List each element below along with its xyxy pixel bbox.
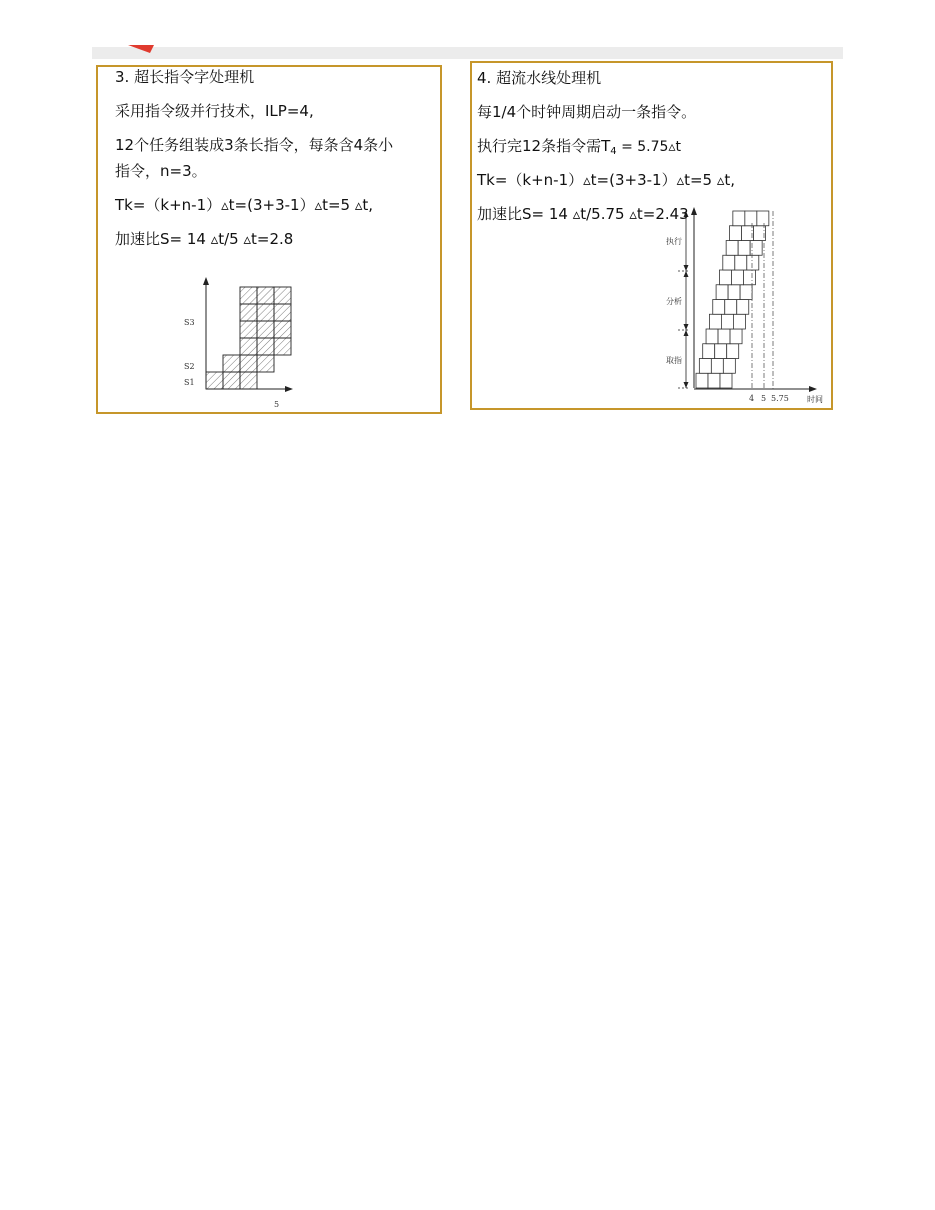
superpipeline-line-1: 每1/4个时钟周期启动一条指令。	[477, 103, 697, 121]
sp-cell	[699, 359, 711, 374]
top-strip	[92, 47, 843, 59]
sp-cell	[733, 314, 745, 329]
vliw-space-time-diagram	[176, 271, 306, 411]
vliw-cell	[240, 372, 257, 389]
superpipeline-panel	[470, 61, 833, 410]
sp-cell	[715, 344, 727, 359]
sp-cell	[730, 226, 742, 241]
sp-cell	[738, 241, 750, 256]
sp-cell	[733, 211, 745, 226]
vliw-cell	[240, 355, 257, 372]
sp-cell	[723, 359, 735, 374]
superpipeline-line-4: 加速比S= 14 ▵t/5.75 ▵t=2.43	[477, 205, 689, 223]
sp-cell	[737, 300, 749, 315]
sp-cell	[747, 255, 759, 270]
vliw-cell	[257, 338, 274, 355]
sp-cell	[735, 255, 747, 270]
vliw-cell	[240, 321, 257, 338]
sp-cell	[721, 314, 733, 329]
red-corner-mark	[128, 45, 154, 53]
sp-tick-5: 5	[761, 394, 767, 403]
vliw-title: 3. 超长指令字处理机	[115, 68, 255, 86]
vliw-cell	[206, 372, 223, 389]
vliw-line-3: 指令，n=3。	[115, 162, 207, 180]
vliw-cell	[257, 355, 274, 372]
sp-cell	[719, 270, 731, 285]
sp-cell	[720, 373, 732, 388]
sp-cell	[703, 344, 715, 359]
vliw-cell	[223, 372, 240, 389]
vliw-cell	[240, 287, 257, 304]
sp-cell	[728, 285, 740, 300]
sp-cell	[740, 285, 752, 300]
superpipeline-space-time-diagram	[660, 203, 830, 408]
vliw-cell	[257, 304, 274, 321]
superpipeline-line-3: Tk=（k+n-1）▵t=(3+3-1）▵t=5 ▵t,	[477, 171, 736, 189]
sp-cell	[718, 329, 730, 344]
sp-cell	[708, 373, 720, 388]
sp-cell	[726, 241, 738, 256]
sp-cell	[696, 373, 708, 388]
vliw-line-4: Tk=（k+n-1）▵t=(3+3-1）▵t=5 ▵t,	[115, 196, 374, 214]
vliw-cell	[240, 304, 257, 321]
vliw-x-label: 5	[274, 400, 280, 409]
superpipeline-title: 4. 超流水线处理机	[477, 69, 602, 87]
vliw-line-5: 加速比S= 14 ▵t/5 ▵t=2.8	[115, 230, 294, 248]
sp-cell	[757, 211, 769, 226]
sp-stage-fetch: 取指	[666, 356, 682, 365]
sp-cell	[730, 329, 742, 344]
sp-cell	[745, 211, 757, 226]
sp-cell	[727, 344, 739, 359]
vliw-line-1: 采用指令级并行技术，ILP=4,	[115, 102, 314, 120]
vliw-label-s1: S1	[184, 378, 195, 387]
vliw-cell	[274, 287, 291, 304]
vliw-label-s3: S3	[184, 318, 195, 327]
sp-cell	[743, 270, 755, 285]
vliw-cell	[274, 321, 291, 338]
vliw-cell	[257, 287, 274, 304]
sp-tick-4: 4	[749, 394, 755, 403]
sp-cell	[725, 300, 737, 315]
vliw-label-s2: S2	[184, 362, 195, 371]
sp-stage-decode: 分析	[666, 297, 682, 306]
sp-cell	[716, 285, 728, 300]
vliw-panel	[96, 65, 442, 414]
sp-x-label: 时间	[807, 395, 823, 404]
superpipeline-line-2: 执行完12条指令需$T_4$ = 5.75▵t	[477, 137, 681, 157]
sp-cell	[711, 359, 723, 374]
sp-cell	[731, 270, 743, 285]
sp-cell	[709, 314, 721, 329]
vliw-cell	[240, 338, 257, 355]
vliw-cell	[274, 304, 291, 321]
sp-tick-5-75: 5.75	[771, 394, 789, 403]
sp-cell	[723, 255, 735, 270]
vliw-cell	[257, 321, 274, 338]
vliw-cell	[223, 355, 240, 372]
vliw-line-2: 12个任务组装成3条长指令，每条含4条小	[115, 136, 394, 154]
sp-cell	[706, 329, 718, 344]
vliw-cell	[274, 338, 291, 355]
sp-stage-execute: 执行	[666, 237, 682, 246]
sp-cell	[713, 300, 725, 315]
